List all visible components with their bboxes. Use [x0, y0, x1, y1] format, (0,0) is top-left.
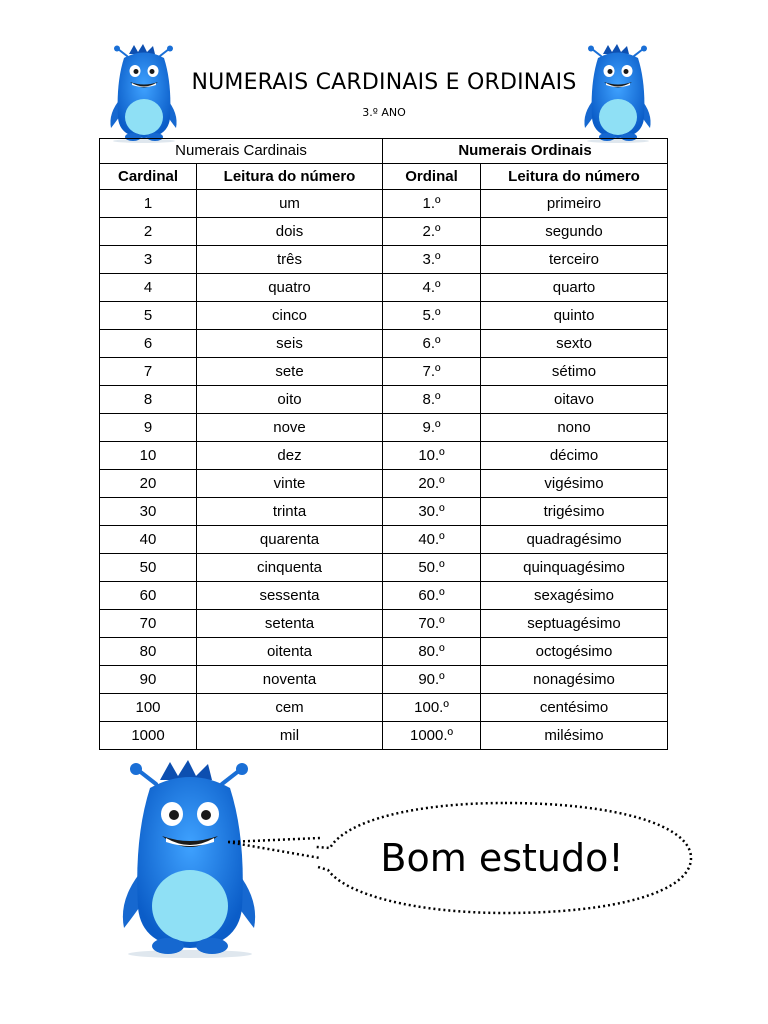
table-row	[100, 274, 668, 302]
cell-leitura-cardinal: setenta	[197, 610, 383, 638]
cell-leitura-ordinal: milésimo	[481, 722, 668, 750]
cell-leitura-ordinal: segundo	[481, 218, 668, 246]
cell-ordinal: 10.º	[383, 442, 481, 470]
table-row	[100, 358, 668, 386]
cell-leitura-cardinal: trinta	[197, 498, 383, 526]
cell-leitura-ordinal: quinto	[481, 302, 668, 330]
speech-bubble-tail	[228, 836, 328, 866]
cell-ordinal: 30.º	[383, 498, 481, 526]
cell-leitura-cardinal: dez	[197, 442, 383, 470]
cell-cardinal: 5	[100, 302, 197, 330]
column-header-ordinal: Ordinal	[383, 164, 481, 190]
cell-leitura-ordinal: nonagésimo	[481, 666, 668, 694]
table-row	[100, 666, 668, 694]
cell-cardinal: 9	[100, 414, 197, 442]
cell-leitura-ordinal: oitavo	[481, 386, 668, 414]
table-column-header-row	[100, 164, 668, 190]
cell-ordinal: 4.º	[383, 274, 481, 302]
cell-ordinal: 50.º	[383, 554, 481, 582]
cell-ordinal: 80.º	[383, 638, 481, 666]
page-subtitle: 3.º ANO	[362, 106, 406, 119]
cell-leitura-ordinal: quinquagésimo	[481, 554, 668, 582]
cell-cardinal: 8	[100, 386, 197, 414]
cell-cardinal: 20	[100, 470, 197, 498]
column-header-leitura-cardinal: Leitura do número	[197, 164, 383, 190]
table-row	[100, 246, 668, 274]
cell-leitura-ordinal: nono	[481, 414, 668, 442]
table-row	[100, 694, 668, 722]
cell-leitura-ordinal: terceiro	[481, 246, 668, 274]
cell-ordinal: 1000.º	[383, 722, 481, 750]
cell-leitura-cardinal: seis	[197, 330, 383, 358]
cell-cardinal: 2	[100, 218, 197, 246]
cell-ordinal: 9.º	[383, 414, 481, 442]
cell-leitura-cardinal: oitenta	[197, 638, 383, 666]
cell-ordinal: 60.º	[383, 582, 481, 610]
cell-leitura-cardinal: oito	[197, 386, 383, 414]
group-header-cardinais: Numerais Cardinais	[100, 139, 383, 164]
table-row	[100, 190, 668, 218]
table-row	[100, 414, 668, 442]
numerals-table	[99, 138, 668, 750]
cell-ordinal: 5.º	[383, 302, 481, 330]
cell-leitura-cardinal: noventa	[197, 666, 383, 694]
cell-ordinal: 2.º	[383, 218, 481, 246]
cell-leitura-ordinal: trigésimo	[481, 498, 668, 526]
cell-cardinal: 80	[100, 638, 197, 666]
cell-leitura-cardinal: mil	[197, 722, 383, 750]
cell-cardinal: 1	[100, 190, 197, 218]
cell-leitura-ordinal: octogésimo	[481, 638, 668, 666]
table-body	[100, 190, 668, 750]
cell-cardinal: 90	[100, 666, 197, 694]
cell-leitura-ordinal: quadragésimo	[481, 526, 668, 554]
page-title: NUMERAIS CARDINAIS E ORDINAIS	[191, 70, 577, 95]
cell-leitura-cardinal: três	[197, 246, 383, 274]
cell-leitura-cardinal: cinco	[197, 302, 383, 330]
speech-bubble-text: Bom estudo!	[380, 836, 624, 880]
table-row	[100, 330, 668, 358]
cell-ordinal: 40.º	[383, 526, 481, 554]
cell-leitura-ordinal: quarto	[481, 274, 668, 302]
cell-ordinal: 100.º	[383, 694, 481, 722]
cell-ordinal: 7.º	[383, 358, 481, 386]
cell-leitura-ordinal: décimo	[481, 442, 668, 470]
cell-ordinal: 6.º	[383, 330, 481, 358]
cell-ordinal: 20.º	[383, 470, 481, 498]
table-row	[100, 526, 668, 554]
cell-cardinal: 3	[100, 246, 197, 274]
table-row	[100, 610, 668, 638]
table-row	[100, 498, 668, 526]
cell-ordinal: 70.º	[383, 610, 481, 638]
cell-leitura-ordinal: septuagésimo	[481, 610, 668, 638]
cell-cardinal: 50	[100, 554, 197, 582]
table-row	[100, 582, 668, 610]
cell-leitura-ordinal: centésimo	[481, 694, 668, 722]
cell-leitura-cardinal: cem	[197, 694, 383, 722]
cell-cardinal: 7	[100, 358, 197, 386]
cell-ordinal: 1.º	[383, 190, 481, 218]
column-header-cardinal: Cardinal	[100, 164, 197, 190]
table-row	[100, 218, 668, 246]
cell-cardinal: 6	[100, 330, 197, 358]
cell-leitura-cardinal: um	[197, 190, 383, 218]
table-row	[100, 722, 668, 750]
cell-leitura-cardinal: sete	[197, 358, 383, 386]
group-header-ordinais: Numerais Ordinais	[383, 139, 668, 164]
cell-ordinal: 3.º	[383, 246, 481, 274]
cell-leitura-ordinal: sexagésimo	[481, 582, 668, 610]
table-row	[100, 442, 668, 470]
column-header-leitura-ordinal: Leitura do número	[481, 164, 668, 190]
cell-ordinal: 8.º	[383, 386, 481, 414]
cell-leitura-cardinal: dois	[197, 218, 383, 246]
table-row	[100, 554, 668, 582]
cell-cardinal: 30	[100, 498, 197, 526]
table-row	[100, 470, 668, 498]
table-group-header-row	[100, 139, 668, 164]
cell-leitura-ordinal: vigésimo	[481, 470, 668, 498]
cell-leitura-ordinal: primeiro	[481, 190, 668, 218]
cell-ordinal: 90.º	[383, 666, 481, 694]
cell-leitura-cardinal: sessenta	[197, 582, 383, 610]
cell-cardinal: 4	[100, 274, 197, 302]
cell-leitura-cardinal: quarenta	[197, 526, 383, 554]
cell-cardinal: 10	[100, 442, 197, 470]
cell-cardinal: 60	[100, 582, 197, 610]
cell-cardinal: 100	[100, 694, 197, 722]
cell-cardinal: 70	[100, 610, 197, 638]
cell-leitura-cardinal: vinte	[197, 470, 383, 498]
cell-leitura-cardinal: cinquenta	[197, 554, 383, 582]
cell-leitura-ordinal: sexto	[481, 330, 668, 358]
cell-cardinal: 1000	[100, 722, 197, 750]
table-row	[100, 302, 668, 330]
table-row	[100, 638, 668, 666]
table-row	[100, 386, 668, 414]
cell-leitura-ordinal: sétimo	[481, 358, 668, 386]
cell-cardinal: 40	[100, 526, 197, 554]
cell-leitura-cardinal: nove	[197, 414, 383, 442]
cell-leitura-cardinal: quatro	[197, 274, 383, 302]
